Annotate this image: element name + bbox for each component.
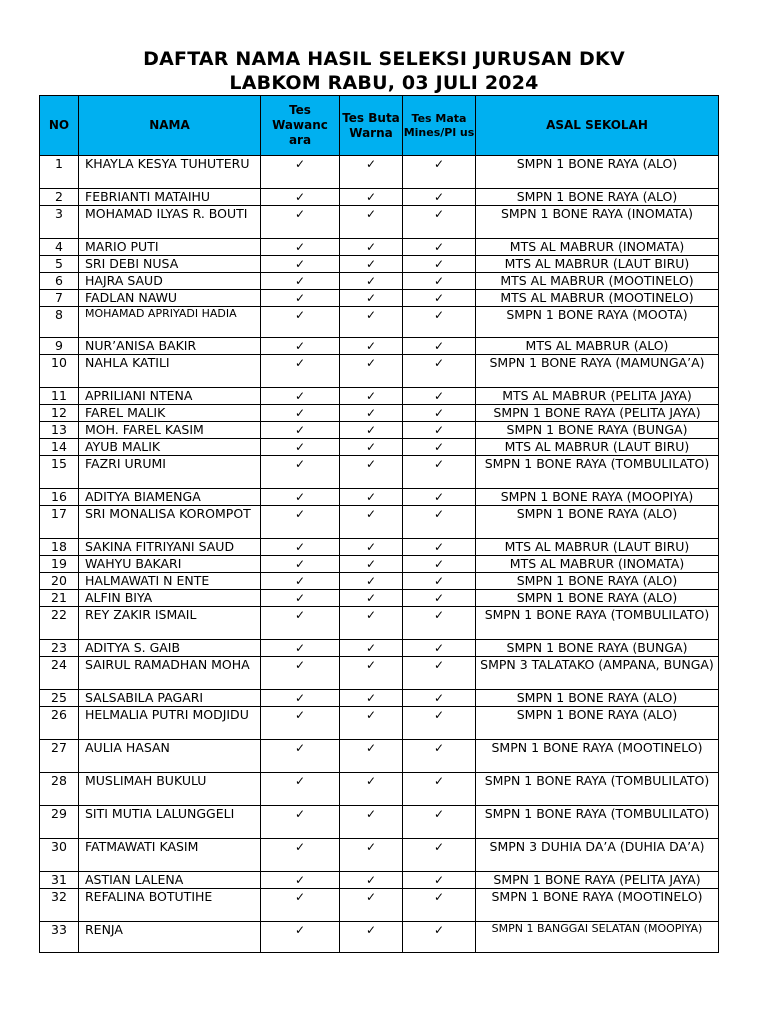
check-mata-icon: ✓ [403, 206, 476, 239]
check-mata-icon: ✓ [403, 872, 476, 889]
row-number: 1 [40, 156, 79, 189]
check-mata-icon: ✓ [403, 740, 476, 773]
table-row [40, 489, 719, 506]
table-row [40, 422, 719, 439]
check-buta-warna-icon: ✓ [340, 506, 403, 539]
table-row [40, 456, 719, 489]
check-mata-icon: ✓ [403, 489, 476, 506]
student-name: SRI MONALISA KOROMPOT [79, 506, 261, 539]
check-mata-icon: ✓ [403, 189, 476, 206]
table-row [40, 839, 719, 872]
check-mata-icon: ✓ [403, 338, 476, 355]
table-row [40, 355, 719, 388]
row-number: 29 [40, 806, 79, 839]
row-number: 16 [40, 489, 79, 506]
table-row [40, 338, 719, 355]
check-mata-icon: ✓ [403, 657, 476, 690]
check-wawancara-icon: ✓ [261, 156, 340, 189]
row-number: 11 [40, 388, 79, 405]
row-number: 21 [40, 590, 79, 607]
check-buta-warna-icon: ✓ [340, 657, 403, 690]
row-number: 26 [40, 707, 79, 740]
check-wawancara-icon: ✓ [261, 355, 340, 388]
check-wawancara-icon: ✓ [261, 872, 340, 889]
row-number: 19 [40, 556, 79, 573]
table-row [40, 239, 719, 256]
origin-school: SMPN 1 BONE RAYA (ALO) [476, 590, 719, 607]
origin-school: SMPN 1 BONE RAYA (PELITA JAYA) [476, 405, 719, 422]
check-wawancara-icon: ✓ [261, 539, 340, 556]
check-buta-warna-icon: ✓ [340, 456, 403, 489]
check-buta-warna-icon: ✓ [340, 806, 403, 839]
student-name: SITI MUTIA LALUNGGELI [79, 806, 261, 839]
check-wawancara-icon: ✓ [261, 338, 340, 355]
origin-school: MTS AL MABRUR (INOMATA) [476, 556, 719, 573]
check-wawancara-icon: ✓ [261, 456, 340, 489]
row-number: 13 [40, 422, 79, 439]
origin-school: SMPN 1 BONE RAYA (ALO) [476, 690, 719, 707]
row-number: 12 [40, 405, 79, 422]
table-row [40, 740, 719, 773]
table-row [40, 290, 719, 307]
row-number: 33 [40, 922, 79, 953]
student-name: FATMAWATI KASIM [79, 839, 261, 872]
check-buta-warna-icon: ✓ [340, 872, 403, 889]
check-wawancara-icon: ✓ [261, 690, 340, 707]
document-title-line2: LABKOM RABU, 03 JULI 2024 [229, 72, 539, 94]
check-mata-icon: ✓ [403, 239, 476, 256]
student-name: KHAYLA KESYA TUHUTERU [79, 156, 261, 189]
check-mata-icon: ✓ [403, 307, 476, 338]
student-name: SRI DEBI NUSA [79, 256, 261, 273]
origin-school: SMPN 1 BONE RAYA (ALO) [476, 707, 719, 740]
check-mata-icon: ✓ [403, 806, 476, 839]
origin-school: SMPN 3 TALATAKO (AMPANA, BUNGA) [476, 657, 719, 690]
table-row [40, 439, 719, 456]
check-buta-warna-icon: ✓ [340, 607, 403, 640]
check-wawancara-icon: ✓ [261, 506, 340, 539]
origin-school: MTS AL MABRUR (MOOTINELO) [476, 273, 719, 290]
header-asal-sekolah: ASAL SEKOLAH [476, 96, 719, 156]
check-buta-warna-icon: ✓ [340, 922, 403, 953]
header-tes-buta-warna: Tes Buta Warna [340, 96, 403, 156]
check-buta-warna-icon: ✓ [340, 355, 403, 388]
check-mata-icon: ✓ [403, 556, 476, 573]
table-row [40, 539, 719, 556]
student-name: FAZRI URUMI [79, 456, 261, 489]
table-row [40, 690, 719, 707]
check-mata-icon: ✓ [403, 707, 476, 740]
origin-school: SMPN 1 BONE RAYA (MAMUNGA’A) [476, 355, 719, 388]
check-wawancara-icon: ✓ [261, 405, 340, 422]
student-name: REFALINA BOTUTIHE [79, 889, 261, 922]
row-number: 10 [40, 355, 79, 388]
check-wawancara-icon: ✓ [261, 590, 340, 607]
student-name: FEBRIANTI MATAIHU [79, 189, 261, 206]
check-mata-icon: ✓ [403, 506, 476, 539]
check-buta-warna-icon: ✓ [340, 707, 403, 740]
origin-school: MTS AL MABRUR (INOMATA) [476, 239, 719, 256]
origin-school: SMPN 1 BONE RAYA (TOMBULILATO) [476, 806, 719, 839]
check-buta-warna-icon: ✓ [340, 556, 403, 573]
origin-school: SMPN 1 BONE RAYA (MOOPIYA) [476, 489, 719, 506]
origin-school: MTS AL MABRUR (LAUT BIRU) [476, 256, 719, 273]
origin-school: SMPN 1 BONE RAYA (TOMBULILATO) [476, 607, 719, 640]
table-row [40, 573, 719, 590]
row-number: 22 [40, 607, 79, 640]
origin-school: MTS AL MABRUR (ALO) [476, 338, 719, 355]
check-buta-warna-icon: ✓ [340, 889, 403, 922]
check-wawancara-icon: ✓ [261, 307, 340, 338]
origin-school: MTS AL MABRUR (MOOTINELO) [476, 290, 719, 307]
row-number: 3 [40, 206, 79, 239]
row-number: 6 [40, 273, 79, 290]
check-wawancara-icon: ✓ [261, 640, 340, 657]
table-row [40, 806, 719, 839]
check-buta-warna-icon: ✓ [340, 422, 403, 439]
origin-school: SMPN 1 BONE RAYA (TOMBULILATO) [476, 456, 719, 489]
student-name: MOHAMAD APRIYADI HADIA [79, 307, 261, 338]
row-number: 24 [40, 657, 79, 690]
check-wawancara-icon: ✓ [261, 439, 340, 456]
table-row [40, 273, 719, 290]
row-number: 30 [40, 839, 79, 872]
table-row [40, 657, 719, 690]
table-row [40, 773, 719, 806]
row-number: 17 [40, 506, 79, 539]
origin-school: SMPN 1 BONE RAYA (PELITA JAYA) [476, 872, 719, 889]
student-name: REY ZAKIR ISMAIL [79, 607, 261, 640]
student-name: WAHYU BAKARI [79, 556, 261, 573]
origin-school: MTS AL MABRUR (PELITA JAYA) [476, 388, 719, 405]
check-wawancara-icon: ✓ [261, 922, 340, 953]
student-name: MUSLIMAH BUKULU [79, 773, 261, 806]
row-number: 18 [40, 539, 79, 556]
check-mata-icon: ✓ [403, 439, 476, 456]
check-buta-warna-icon: ✓ [340, 290, 403, 307]
header-no: NO [40, 96, 79, 156]
table-row [40, 922, 719, 953]
origin-school: MTS AL MABRUR (LAUT BIRU) [476, 439, 719, 456]
check-wawancara-icon: ✓ [261, 189, 340, 206]
origin-school: SMPN 1 BONE RAYA (MOOTINELO) [476, 740, 719, 773]
student-name: NUR’ANISA BAKIR [79, 338, 261, 355]
check-mata-icon: ✓ [403, 405, 476, 422]
student-name: APRILIANI NTENA [79, 388, 261, 405]
check-buta-warna-icon: ✓ [340, 573, 403, 590]
origin-school: SMPN 1 BONE RAYA (ALO) [476, 506, 719, 539]
table-row [40, 707, 719, 740]
check-wawancara-icon: ✓ [261, 740, 340, 773]
student-name: HELMALIA PUTRI MODJIDU [79, 707, 261, 740]
student-name: HALMAWATI N ENTE [79, 573, 261, 590]
check-mata-icon: ✓ [403, 690, 476, 707]
check-wawancara-icon: ✓ [261, 607, 340, 640]
check-buta-warna-icon: ✓ [340, 156, 403, 189]
row-number: 32 [40, 889, 79, 922]
check-mata-icon: ✓ [403, 156, 476, 189]
check-mata-icon: ✓ [403, 290, 476, 307]
check-buta-warna-icon: ✓ [340, 189, 403, 206]
document-title-line1: DAFTAR NAMA HASIL SELEKSI JURUSAN DKV [143, 48, 625, 70]
header-nama: NAMA [79, 96, 261, 156]
check-wawancara-icon: ✓ [261, 422, 340, 439]
check-buta-warna-icon: ✓ [340, 690, 403, 707]
check-buta-warna-icon: ✓ [340, 773, 403, 806]
row-number: 8 [40, 307, 79, 338]
table-row [40, 889, 719, 922]
row-number: 25 [40, 690, 79, 707]
check-wawancara-icon: ✓ [261, 573, 340, 590]
check-wawancara-icon: ✓ [261, 206, 340, 239]
check-buta-warna-icon: ✓ [340, 439, 403, 456]
row-number: 20 [40, 573, 79, 590]
table-row [40, 405, 719, 422]
origin-school: SMPN 1 BONE RAYA (MOOTA) [476, 307, 719, 338]
check-wawancara-icon: ✓ [261, 256, 340, 273]
check-buta-warna-icon: ✓ [340, 256, 403, 273]
check-buta-warna-icon: ✓ [340, 206, 403, 239]
student-name: ADITYA S. GAIB [79, 640, 261, 657]
check-wawancara-icon: ✓ [261, 556, 340, 573]
student-name: FADLAN NAWU [79, 290, 261, 307]
row-number: 31 [40, 872, 79, 889]
check-mata-icon: ✓ [403, 590, 476, 607]
selection-results-table [39, 95, 719, 953]
check-mata-icon: ✓ [403, 607, 476, 640]
table-row [40, 256, 719, 273]
row-number: 5 [40, 256, 79, 273]
check-mata-icon: ✓ [403, 889, 476, 922]
check-wawancara-icon: ✓ [261, 773, 340, 806]
check-mata-icon: ✓ [403, 839, 476, 872]
check-mata-icon: ✓ [403, 388, 476, 405]
check-wawancara-icon: ✓ [261, 657, 340, 690]
check-wawancara-icon: ✓ [261, 839, 340, 872]
student-name: SALSABILA PAGARI [79, 690, 261, 707]
check-buta-warna-icon: ✓ [340, 338, 403, 355]
row-number: 23 [40, 640, 79, 657]
student-name: NAHLA KATILI [79, 355, 261, 388]
check-buta-warna-icon: ✓ [340, 405, 403, 422]
check-buta-warna-icon: ✓ [340, 740, 403, 773]
header-tes-wawancara: Tes Wawanc ara [261, 96, 340, 156]
origin-school: SMPN 1 BANGGAI SELATAN (MOOPIYA) [476, 922, 719, 953]
origin-school: SMPN 1 BONE RAYA (TOMBULILATO) [476, 773, 719, 806]
row-number: 15 [40, 456, 79, 489]
student-name: FAREL MALIK [79, 405, 261, 422]
origin-school: SMPN 1 BONE RAYA (INOMATA) [476, 206, 719, 239]
check-buta-warna-icon: ✓ [340, 489, 403, 506]
check-mata-icon: ✓ [403, 539, 476, 556]
table-row [40, 607, 719, 640]
student-name: ASTIAN LALENA [79, 872, 261, 889]
check-buta-warna-icon: ✓ [340, 307, 403, 338]
table-row [40, 307, 719, 338]
check-wawancara-icon: ✓ [261, 239, 340, 256]
student-name: HAJRA SAUD [79, 273, 261, 290]
origin-school: SMPN 3 DUHIA DA’A (DUHIA DA’A) [476, 839, 719, 872]
table-row [40, 556, 719, 573]
row-number: 2 [40, 189, 79, 206]
header-tes-mata: Tes Mata Mines/Pl us [403, 96, 476, 156]
student-name: SAIRUL RAMADHAN MOHA [79, 657, 261, 690]
origin-school: SMPN 1 BONE RAYA (ALO) [476, 189, 719, 206]
check-buta-warna-icon: ✓ [340, 273, 403, 290]
student-name: MOHAMAD ILYAS R. BOUTI [79, 206, 261, 239]
row-number: 14 [40, 439, 79, 456]
check-wawancara-icon: ✓ [261, 707, 340, 740]
student-name: AULIA HASAN [79, 740, 261, 773]
check-mata-icon: ✓ [403, 422, 476, 439]
check-mata-icon: ✓ [403, 273, 476, 290]
row-number: 9 [40, 338, 79, 355]
check-wawancara-icon: ✓ [261, 489, 340, 506]
table-header-row [40, 96, 719, 156]
table-row [40, 189, 719, 206]
student-name: RENJA [79, 922, 261, 953]
check-mata-icon: ✓ [403, 773, 476, 806]
student-name: MOH. FAREL KASIM [79, 422, 261, 439]
check-mata-icon: ✓ [403, 456, 476, 489]
check-buta-warna-icon: ✓ [340, 640, 403, 657]
table-row [40, 872, 719, 889]
check-buta-warna-icon: ✓ [340, 539, 403, 556]
check-wawancara-icon: ✓ [261, 889, 340, 922]
student-name: ALFIN BIYA [79, 590, 261, 607]
check-mata-icon: ✓ [403, 355, 476, 388]
origin-school: MTS AL MABRUR (LAUT BIRU) [476, 539, 719, 556]
check-buta-warna-icon: ✓ [340, 839, 403, 872]
origin-school: SMPN 1 BONE RAYA (MOOTINELO) [476, 889, 719, 922]
check-buta-warna-icon: ✓ [340, 388, 403, 405]
origin-school: SMPN 1 BONE RAYA (BUNGA) [476, 640, 719, 657]
check-mata-icon: ✓ [403, 256, 476, 273]
table-row [40, 156, 719, 189]
student-name: SAKINA FITRIYANI SAUD [79, 539, 261, 556]
table-row [40, 506, 719, 539]
table-row [40, 206, 719, 239]
row-number: 7 [40, 290, 79, 307]
check-mata-icon: ✓ [403, 573, 476, 590]
check-wawancara-icon: ✓ [261, 290, 340, 307]
student-name: MARIO PUTI [79, 239, 261, 256]
check-mata-icon: ✓ [403, 640, 476, 657]
student-name: AYUB MALIK [79, 439, 261, 456]
check-buta-warna-icon: ✓ [340, 590, 403, 607]
check-wawancara-icon: ✓ [261, 806, 340, 839]
check-mata-icon: ✓ [403, 922, 476, 953]
student-name: ADITYA BIAMENGA [79, 489, 261, 506]
origin-school: SMPN 1 BONE RAYA (ALO) [476, 573, 719, 590]
check-buta-warna-icon: ✓ [340, 239, 403, 256]
origin-school: SMPN 1 BONE RAYA (ALO) [476, 156, 719, 189]
table-row [40, 388, 719, 405]
table-row [40, 640, 719, 657]
row-number: 4 [40, 239, 79, 256]
table-row [40, 590, 719, 607]
check-wawancara-icon: ✓ [261, 273, 340, 290]
row-number: 28 [40, 773, 79, 806]
check-wawancara-icon: ✓ [261, 388, 340, 405]
row-number: 27 [40, 740, 79, 773]
origin-school: SMPN 1 BONE RAYA (BUNGA) [476, 422, 719, 439]
